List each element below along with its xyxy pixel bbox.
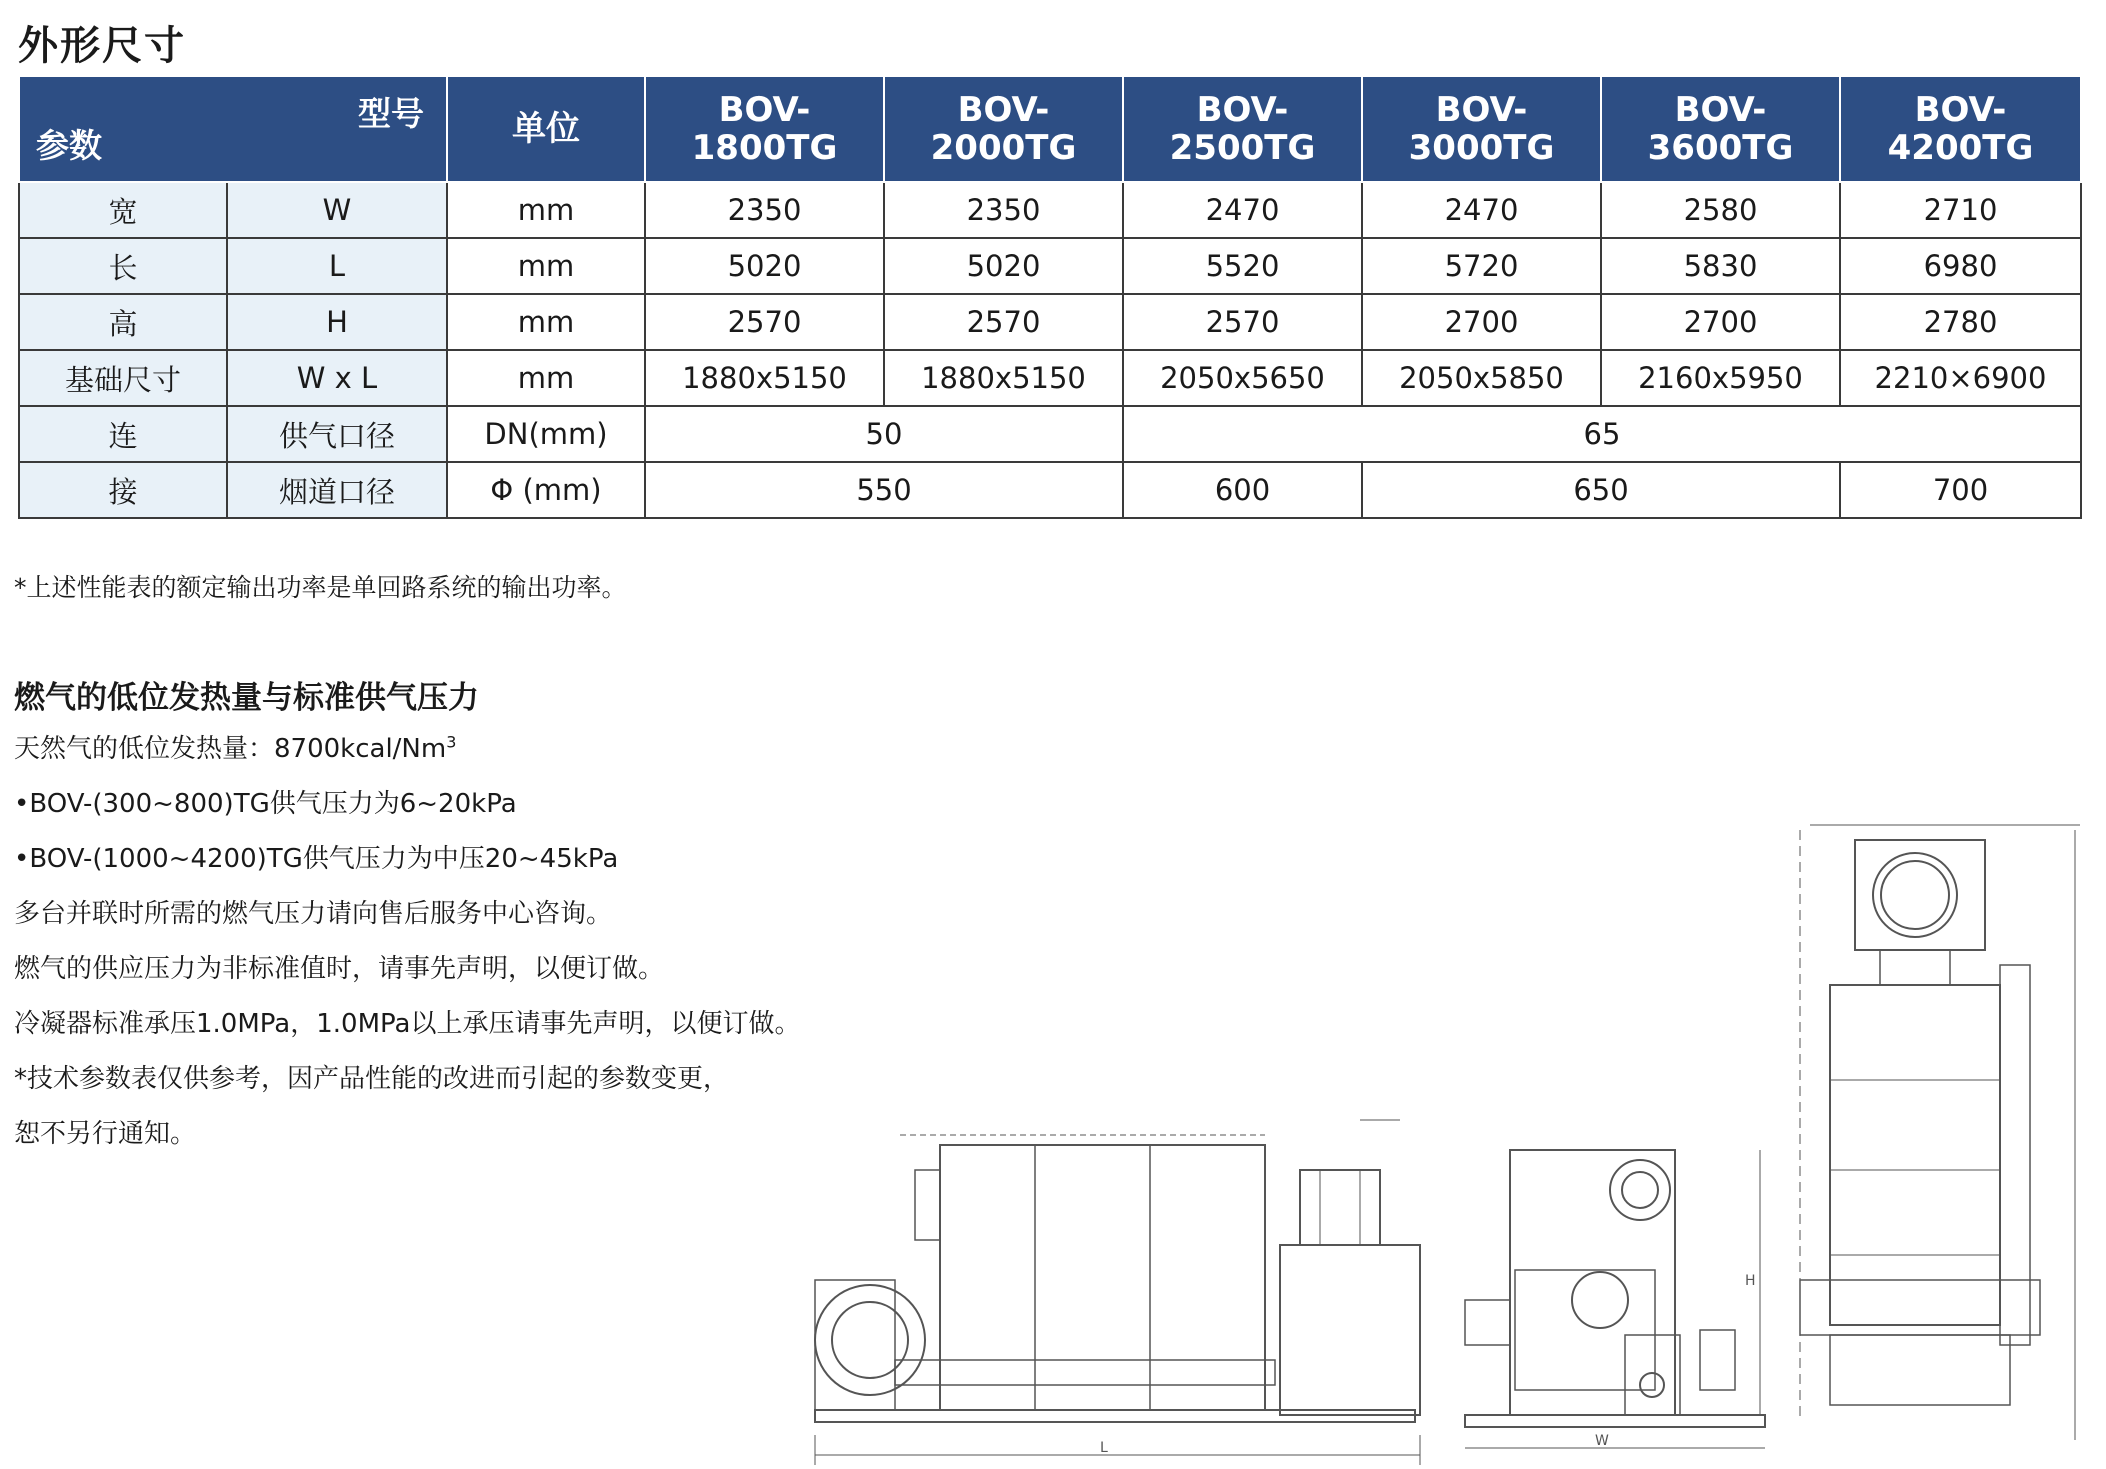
row-label: 连 bbox=[19, 406, 227, 462]
table-cell: 1880x5150 bbox=[645, 350, 884, 406]
row-label: 基础尺寸 bbox=[19, 350, 227, 406]
table-cell: 2570 bbox=[1123, 294, 1362, 350]
table-cell: 2050x5850 bbox=[1362, 350, 1601, 406]
row-unit: DN(mm) bbox=[447, 406, 645, 462]
row-symbol: W x L bbox=[227, 350, 447, 406]
header-unit: 单位 bbox=[447, 76, 645, 182]
table-cell: 2700 bbox=[1601, 294, 1840, 350]
header-model: BOV- 3600TG bbox=[1601, 76, 1840, 182]
table-cell: 6980 bbox=[1840, 238, 2081, 294]
table-cell: 2350 bbox=[884, 182, 1123, 238]
text-line: *技术参数表仅供参考，因产品性能的改进而引起的参数变更， bbox=[14, 1064, 730, 1094]
table-cell: 5520 bbox=[1123, 238, 1362, 294]
row-symbol: 供气口径 bbox=[227, 406, 447, 462]
table-cell: 2470 bbox=[1123, 182, 1362, 238]
table-cell: 2210×6900 bbox=[1840, 350, 2081, 406]
page-title: 外形尺寸 bbox=[18, 23, 186, 69]
table-cell: 5720 bbox=[1362, 238, 1601, 294]
row-label: 接 bbox=[19, 462, 227, 518]
text-line-content: 天然气的低位发热量：8700kcal/Nm bbox=[14, 734, 447, 764]
table-cell: 1880x5150 bbox=[884, 350, 1123, 406]
superscript: 3 bbox=[446, 732, 457, 752]
header-model-label: 型号 bbox=[358, 94, 424, 133]
row-label: 长 bbox=[19, 238, 227, 294]
front-view-drawing bbox=[1465, 1150, 1765, 1448]
row-symbol: W bbox=[227, 182, 447, 238]
side-view-drawing bbox=[815, 1120, 1420, 1465]
table-cell: 50 bbox=[645, 406, 1123, 462]
text-line: 燃气的供应压力为非标准值时，请事先声明，以便订做。 bbox=[14, 954, 665, 984]
text-line: 冷凝器标准承压1.0MPa，1.0MPa以上承压请事先声明，以便订做。 bbox=[14, 1009, 801, 1039]
table-cell: 2710 bbox=[1840, 182, 2081, 238]
header-param-label: 参数 bbox=[36, 126, 102, 165]
row-unit: Φ (mm) bbox=[447, 462, 645, 518]
table-cell: 2580 bbox=[1601, 182, 1840, 238]
text-line: •BOV-(300~800)TG供气压力为6~20kPa bbox=[14, 789, 517, 819]
table-cell: 65 bbox=[1123, 406, 2081, 462]
row-symbol: L bbox=[227, 238, 447, 294]
table-cell: 5020 bbox=[645, 238, 884, 294]
height-dimension-label: H bbox=[1745, 1273, 1756, 1289]
text-line: 多台并联时所需的燃气压力请向售后服务中心咨询。 bbox=[14, 899, 613, 929]
width-dimension-label: W bbox=[1595, 1433, 1609, 1449]
row-symbol: H bbox=[227, 294, 447, 350]
text-line: 恕不另行通知。 bbox=[14, 1119, 197, 1149]
row-unit: mm bbox=[447, 294, 645, 350]
table-cell: 5830 bbox=[1601, 238, 1840, 294]
table-cell: 5020 bbox=[884, 238, 1123, 294]
text-line: •BOV-(1000~4200)TG供气压力为中压20~45kPa bbox=[14, 844, 619, 874]
table-cell: 2570 bbox=[645, 294, 884, 350]
table-cell: 2350 bbox=[645, 182, 884, 238]
table-cell: 550 bbox=[645, 462, 1123, 518]
length-dimension-label: L bbox=[1100, 1440, 1108, 1456]
table-cell: 2570 bbox=[884, 294, 1123, 350]
header-model: BOV- 3000TG bbox=[1362, 76, 1601, 182]
table-cell: 2470 bbox=[1362, 182, 1601, 238]
header-model: BOV- 1800TG bbox=[645, 76, 884, 182]
table-cell: 700 bbox=[1840, 462, 2081, 518]
row-unit: mm bbox=[447, 350, 645, 406]
header-model: BOV- 2000TG bbox=[884, 76, 1123, 182]
top-view-drawing bbox=[1800, 825, 2080, 1440]
header-model: BOV- 4200TG bbox=[1840, 76, 2081, 182]
row-unit: mm bbox=[447, 182, 645, 238]
table-note: *上述性能表的额定输出功率是单回路系统的输出功率。 bbox=[14, 573, 627, 602]
header-model: BOV- 2500TG bbox=[1123, 76, 1362, 182]
table-cell: 600 bbox=[1123, 462, 1362, 518]
row-label: 宽 bbox=[19, 182, 227, 238]
row-symbol: 烟道口径 bbox=[227, 462, 447, 518]
table-cell: 2780 bbox=[1840, 294, 2081, 350]
table-cell: 2700 bbox=[1362, 294, 1601, 350]
row-unit: mm bbox=[447, 238, 645, 294]
section-title: 燃气的低位发热量与标准供气压力 bbox=[14, 680, 479, 716]
table-cell: 2050x5650 bbox=[1123, 350, 1362, 406]
table-cell: 650 bbox=[1362, 462, 1840, 518]
table-cell: 2160x5950 bbox=[1601, 350, 1840, 406]
row-label: 高 bbox=[19, 294, 227, 350]
